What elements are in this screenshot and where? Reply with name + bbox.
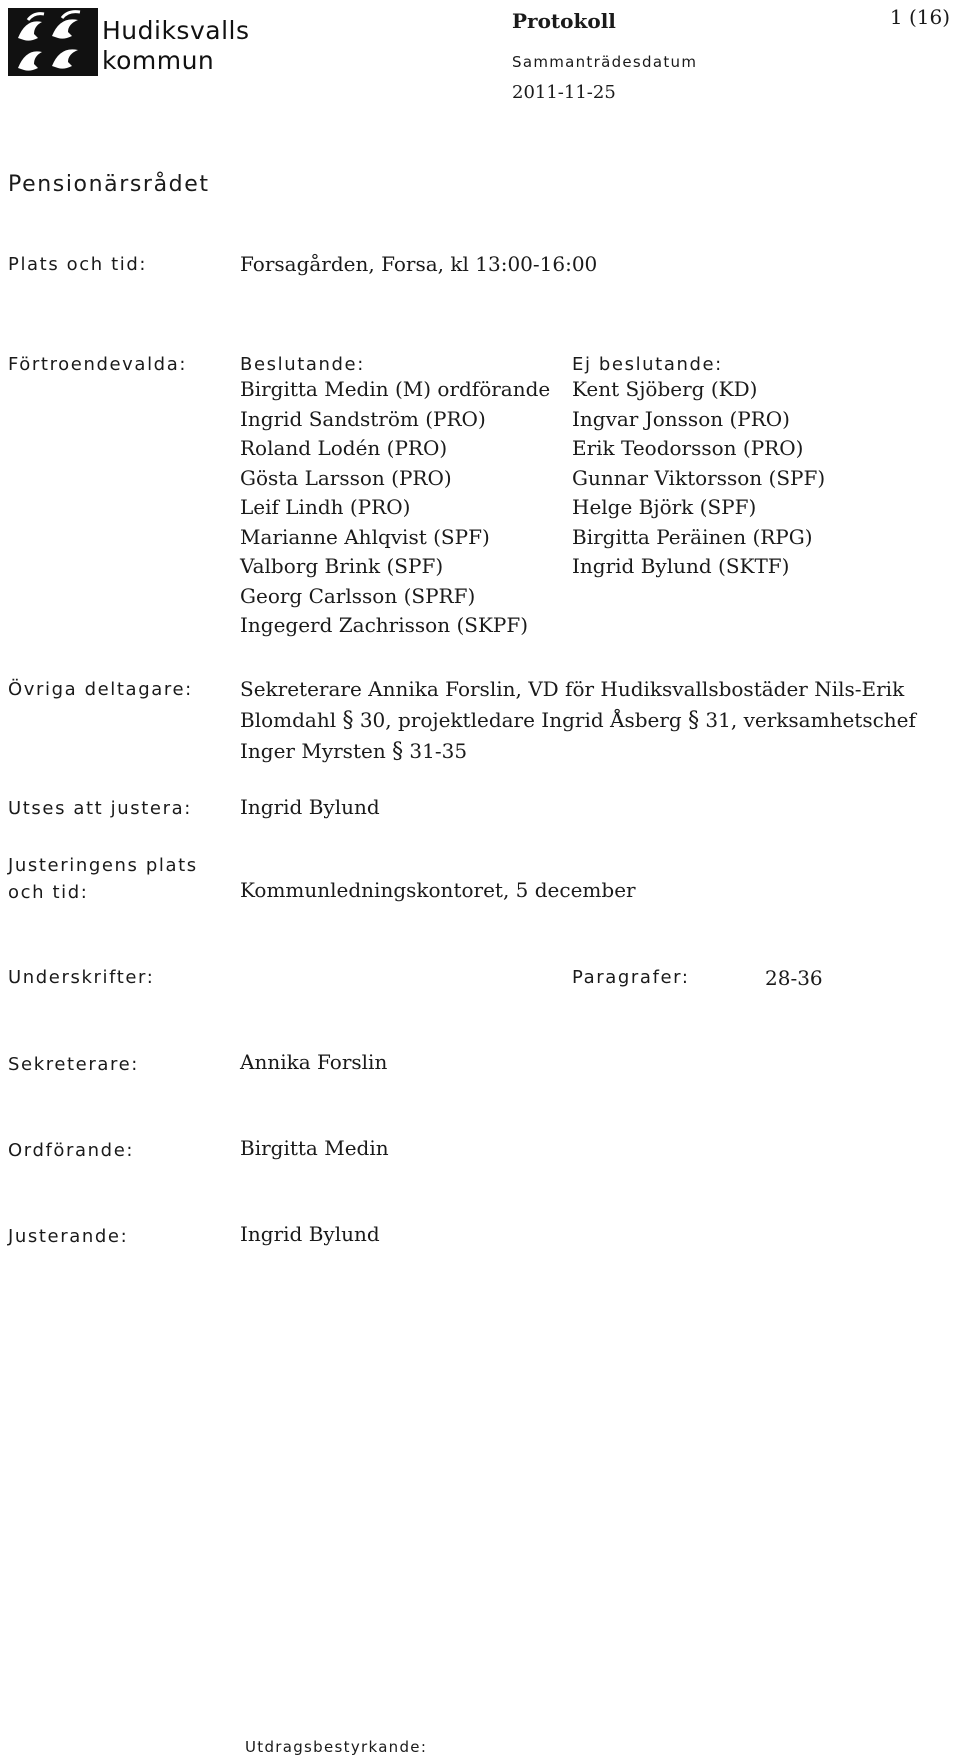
list-item: Gunnar Viktorsson (SPF) [572, 465, 826, 490]
place-label: Plats och tid: [8, 254, 148, 275]
adjuster-value: Ingrid Bylund [240, 795, 380, 819]
adjust-place-label-2: och tid: [8, 882, 89, 903]
list-item: Ingegerd Zachrisson (SKPF) [240, 613, 529, 637]
elected-label: Förtroendevalda: [8, 354, 187, 375]
signing-adjuster-label: Justerande: [8, 1226, 129, 1247]
list-item: Kent Sjöberg (KD) [572, 377, 758, 401]
text-span: Inger Myrsten [240, 739, 393, 763]
list-item: Ingrid Sandström (PRO) [240, 406, 486, 431]
list-item: Helge Björk (SPF) [572, 495, 757, 519]
goat-logo-icon [8, 8, 98, 76]
list-item: Ingrid Bylund (SKTF) [572, 554, 790, 578]
signatures-label: Underskrifter: [8, 967, 155, 988]
extract-certification-label: Utdragsbestyrkande: [245, 1738, 428, 1756]
section-sign: § [342, 708, 354, 733]
text-span: 30, projektledare Ingrid Åsberg [353, 708, 689, 732]
nondecision-members-list [572, 375, 825, 582]
municipality-logo [8, 8, 98, 76]
list-item: Ingvar Jonsson (PRO) [572, 406, 790, 431]
document-type: Protokoll [512, 9, 616, 33]
list-item: Valborg Brink (SPF) [240, 554, 444, 578]
paragraphs-value: 28-36 [765, 966, 823, 990]
adjuster-label: Utses att justera: [8, 798, 192, 819]
org-name-line1: Hudiksvalls [102, 16, 250, 45]
decision-header: Beslutande: [240, 354, 365, 375]
list-item: Leif Lindh (PRO) [240, 495, 411, 519]
others-line-3 [240, 736, 940, 767]
adjust-place-label-1: Justeringens plats [8, 855, 198, 876]
org-name-line2: kommun [102, 46, 215, 75]
list-item: Marianne Ahlqvist (SPF) [240, 524, 490, 549]
list-item: Birgitta Peräinen (RPG) [572, 524, 813, 549]
place-value: Forsagården, Forsa, kl 13:00-16:00 [240, 252, 598, 276]
text-span: 31, verksamhetschef [699, 708, 916, 732]
text-span: 31-35 [403, 739, 468, 763]
list-item: Roland Lodén (PRO) [240, 436, 448, 460]
list-item: Gösta Larsson (PRO) [240, 465, 452, 490]
page-number: 1 (16) [889, 5, 950, 29]
others-line-1: Sekreterare Annika Forslin, VD för Hudiksvallsbostäder Nils-Erik [240, 677, 905, 701]
section-sign: § [688, 708, 700, 733]
text-span: Blomdahl [240, 708, 343, 732]
list-item: Birgitta Medin (M) ordförande [240, 377, 551, 401]
chair-name: Birgitta Medin [240, 1136, 389, 1160]
others-line-2 [240, 705, 940, 736]
secretary-label: Sekreterare: [8, 1054, 139, 1075]
section-sign: § [392, 739, 404, 764]
adjust-place-value: Kommunledningskontoret, 5 december [240, 878, 636, 902]
secretary-name: Annika Forslin [240, 1050, 388, 1074]
meeting-date: 2011-11-25 [512, 82, 616, 103]
decision-members-list [240, 375, 550, 641]
paragraphs-label: Paragrafer: [572, 967, 690, 988]
list-item: Georg Carlsson (SPRF) [240, 583, 476, 608]
chair-label: Ordförande: [8, 1140, 135, 1161]
others-label: Övriga deltagare: [8, 679, 193, 700]
others-paragraph [240, 674, 940, 767]
committee-title: Pensionärsrådet [8, 172, 210, 197]
nondecision-header: Ej beslutande: [572, 354, 723, 375]
meeting-date-label: Sammanträdesdatum [512, 53, 698, 71]
list-item: Erik Teodorsson (PRO) [572, 436, 804, 460]
signing-adjuster-name: Ingrid Bylund [240, 1222, 380, 1246]
